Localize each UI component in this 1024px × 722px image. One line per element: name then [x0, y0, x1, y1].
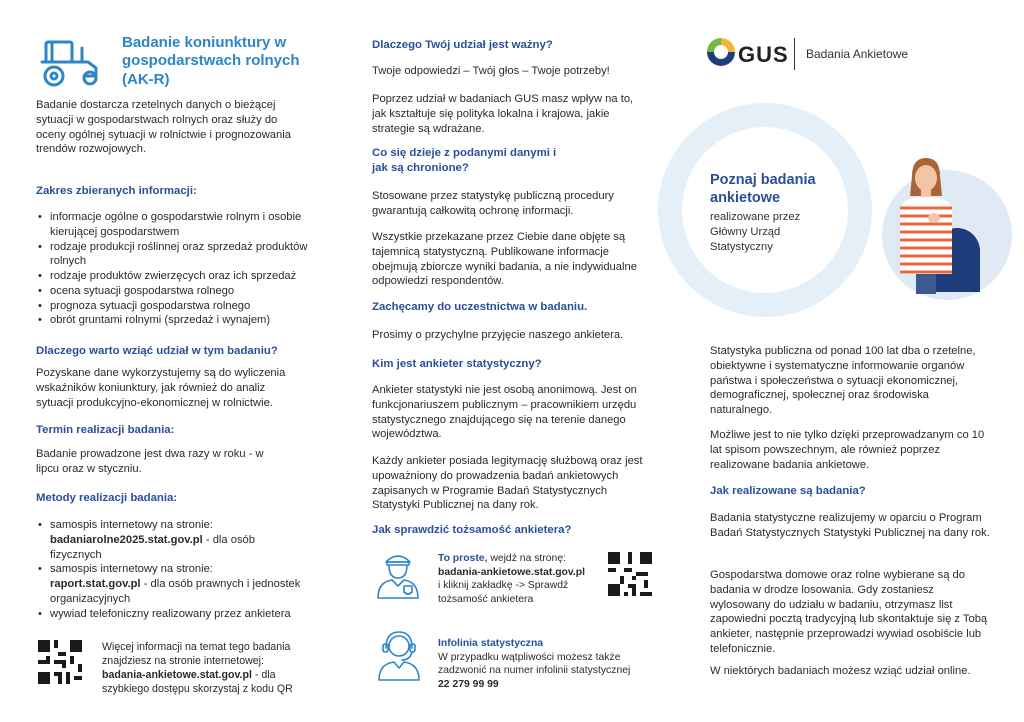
- method-tail: - dla osób fizycznych: [50, 533, 255, 561]
- survey-title: Badanie koniunktury w gospodarstwach rolnych (AK-R): [122, 34, 300, 88]
- more-info-link[interactable]: badania-ankietowe.stat.gov.pl: [102, 669, 252, 682]
- paragraph: Stosowane przez statystykę publiczną procedury gwarantują całkowitą ochronę informacji.: [372, 190, 614, 217]
- section-heading: Jak sprawdzić tożsamość ankietera?: [372, 524, 572, 536]
- method-link[interactable]: raport.stat.gov.pl: [50, 578, 141, 591]
- list-item: [36, 518, 308, 562]
- more-info-text: Więcej informacji na temat tego badania znajdziesz na stronie internetowej: badania-ankietowe.stat.gov.pl - dla szybkiego dostępu skorzystaj z kodu QR: [102, 641, 293, 696]
- method-lead: samospis internetowy na stronie:: [50, 519, 213, 531]
- paragraph: Gospodarstwa domowe oraz rolne wybierane są do badania w drodze losowania. Gdy zostaniesz wylosowany do udziału w badaniu, otrzymasz list zapowiedni pocztą tradycyjną lub skontaktuje się z Tobą ankieter, następnie przeprowadzi wywiad osobiście lub telefonicznie.: [710, 569, 988, 655]
- headset-icon: [374, 626, 424, 682]
- right-panel: [690, 0, 1024, 722]
- list-item: • rodzaje produktów zwierzęcych oraz ich sprzedaż: [36, 269, 308, 284]
- qr-code-icon[interactable]: [608, 552, 652, 596]
- middle-panel: [372, 0, 654, 722]
- left-panel: [36, 0, 308, 722]
- paragraph: Każdy ankieter posiada legitymację służbową oraz jest upoważniony do prowadzenia badań ankietowych zapisanych w Programie Badań Statystycznych Statystyki Publicznej na dany rok.: [372, 455, 643, 512]
- logo-subtitle: Badania Ankietowe: [806, 47, 909, 61]
- why-heading: Dlaczego warto wziąć udział w tym badaniu?: [36, 345, 278, 357]
- list-item: [36, 562, 308, 606]
- paragraph: W niektórych badaniach możesz wziąć udział online.: [710, 665, 971, 677]
- paragraph: Wszystkie przekazane przez Ciebie dane objęte są tajemnicą statystyczną. Publikowane informacje obejmują zbiorcze wyniki badania, a nie indywidualne odpowiedzi respondentów.: [372, 231, 637, 288]
- list-item: • ocena sytuacji gospodarstwa rolnego: [36, 284, 308, 299]
- list-item: • rodzaje produkcji roślinnej oraz sprzedaż produktów rolnych: [36, 240, 308, 270]
- term-text: Badanie prowadzone jest dwa razy w roku - w lipcu oraz w styczniu.: [36, 448, 264, 475]
- section-heading: Co się dzieje z podanymi danymi i jak są chronione?: [372, 147, 557, 175]
- list-item: • obrót gruntami rolnymi (sprzedaż i wynajem): [36, 313, 308, 328]
- method-link[interactable]: badaniarolne2025.stat.gov.pl: [50, 533, 203, 546]
- qr-code-icon[interactable]: [38, 640, 82, 684]
- poster-subtitle: realizowane przez Główny Urząd Statystyczny: [710, 211, 801, 253]
- why-text: Pozyskane dane wykorzystujemy są do wyliczenia wskaźników koniunktury, jak również do analiz sytuacji produkcyjno-ekonomicznej w rolnictwie.: [36, 367, 286, 409]
- paragraph: Statystyka publiczna od ponad 100 lat dba o rzetelne, obiektywne i systematyczne informowanie organów państwa i społeczeństwa o sytuacji ekonomicznej, demograficznej, społecznej oraz środowiska naturalnego.: [710, 345, 976, 417]
- list-item: • wywiad telefoniczny realizowany przez ankietera: [36, 607, 308, 622]
- methods-heading: Metody realizacji badania:: [36, 492, 178, 504]
- paragraph: Ankieter statystyki nie jest osobą anonimową. Jest on funkcjonariuszem publicznym – pracownikiem urzędu statystycznego znajdującego się na terenie danego województwa.: [372, 384, 637, 441]
- hotline-heading: Infolinia statystyczna: [438, 638, 544, 649]
- hotline-number[interactable]: 22 279 99 99: [438, 679, 499, 691]
- gus-logo-icon: [706, 37, 736, 67]
- methods-list: [36, 518, 308, 621]
- paragraph: Twoje odpowiedzi – Twój głos – Twoje potrzeby!: [372, 65, 610, 77]
- list-item: • informacje ogólne o gospodarstwie rolnym i osobie kierującej gospodarstwem: [36, 210, 308, 240]
- method-tail: - dla osób prawnych i jednostek organizacyjnych: [50, 578, 301, 605]
- paragraph: Poprzez udział w badaniach GUS masz wpływ na to, jak kształtuje się polityka lokalna i krajowa, jakie strategie są wdrażane.: [372, 93, 634, 135]
- verify-link[interactable]: badania-ankietowe.stat.gov.pl: [438, 566, 586, 578]
- intro-text: Badanie dostarcza rzetelnych danych o bieżącej sytuacji w gospodarstwach rolnych oraz służy do oceny ogólnej sytuacji w rolnictwie i prognozowania trendów rozwojowych.: [36, 99, 291, 156]
- logo-divider: [794, 38, 795, 70]
- poster-title: Poznaj badania ankietowe: [710, 172, 816, 206]
- verify-lead: To proste,: [438, 553, 488, 564]
- paragraph: Badania statystyczne realizujemy w oparciu o Program Badań Statystycznych Statystyki Publicznej na dany rok.: [710, 512, 990, 539]
- paragraph: Prosimy o przychylne przyjęcie naszego ankietera.: [372, 329, 624, 341]
- method-lead: samospis internetowy na stronie:: [50, 563, 213, 576]
- section-heading: Dlaczego Twój udział jest ważny?: [372, 39, 553, 51]
- logo-text: GUS: [738, 42, 789, 67]
- inspector-icon: [374, 546, 422, 600]
- section-heading: Zachęcamy do uczestnictwa w badaniu.: [372, 301, 588, 313]
- woman-photo: [890, 156, 960, 294]
- tractor-icon: [38, 38, 104, 88]
- section-heading: Jak realizowane są badania?: [710, 485, 866, 497]
- hotline-text: Infolinia statystyczna W przypadku wątpliwości możesz także zadzwonić na numer infolinii statystycznej 22 279 99 99: [438, 638, 631, 691]
- section-heading: Kim jest ankieter statystyczny?: [372, 358, 542, 370]
- list-item: • prognoza sytuacji gospodarstwa rolnego: [36, 299, 308, 314]
- term-heading: Termin realizacji badania:: [36, 424, 175, 436]
- scope-list: [36, 210, 308, 328]
- paragraph: Możliwe jest to nie tylko dzięki przeprowadzanym co 10 lat spisom powszechnym, ale również poprzez realizowane badania ankietowe.: [710, 429, 985, 471]
- verify-text: To proste, wejdź na stronę: badania-ankietowe.stat.gov.pl i kliknij zakładkę -> Sprawdź tożsamość ankietera: [438, 553, 586, 606]
- scope-heading: Zakres zbieranych informacji:: [36, 185, 197, 197]
